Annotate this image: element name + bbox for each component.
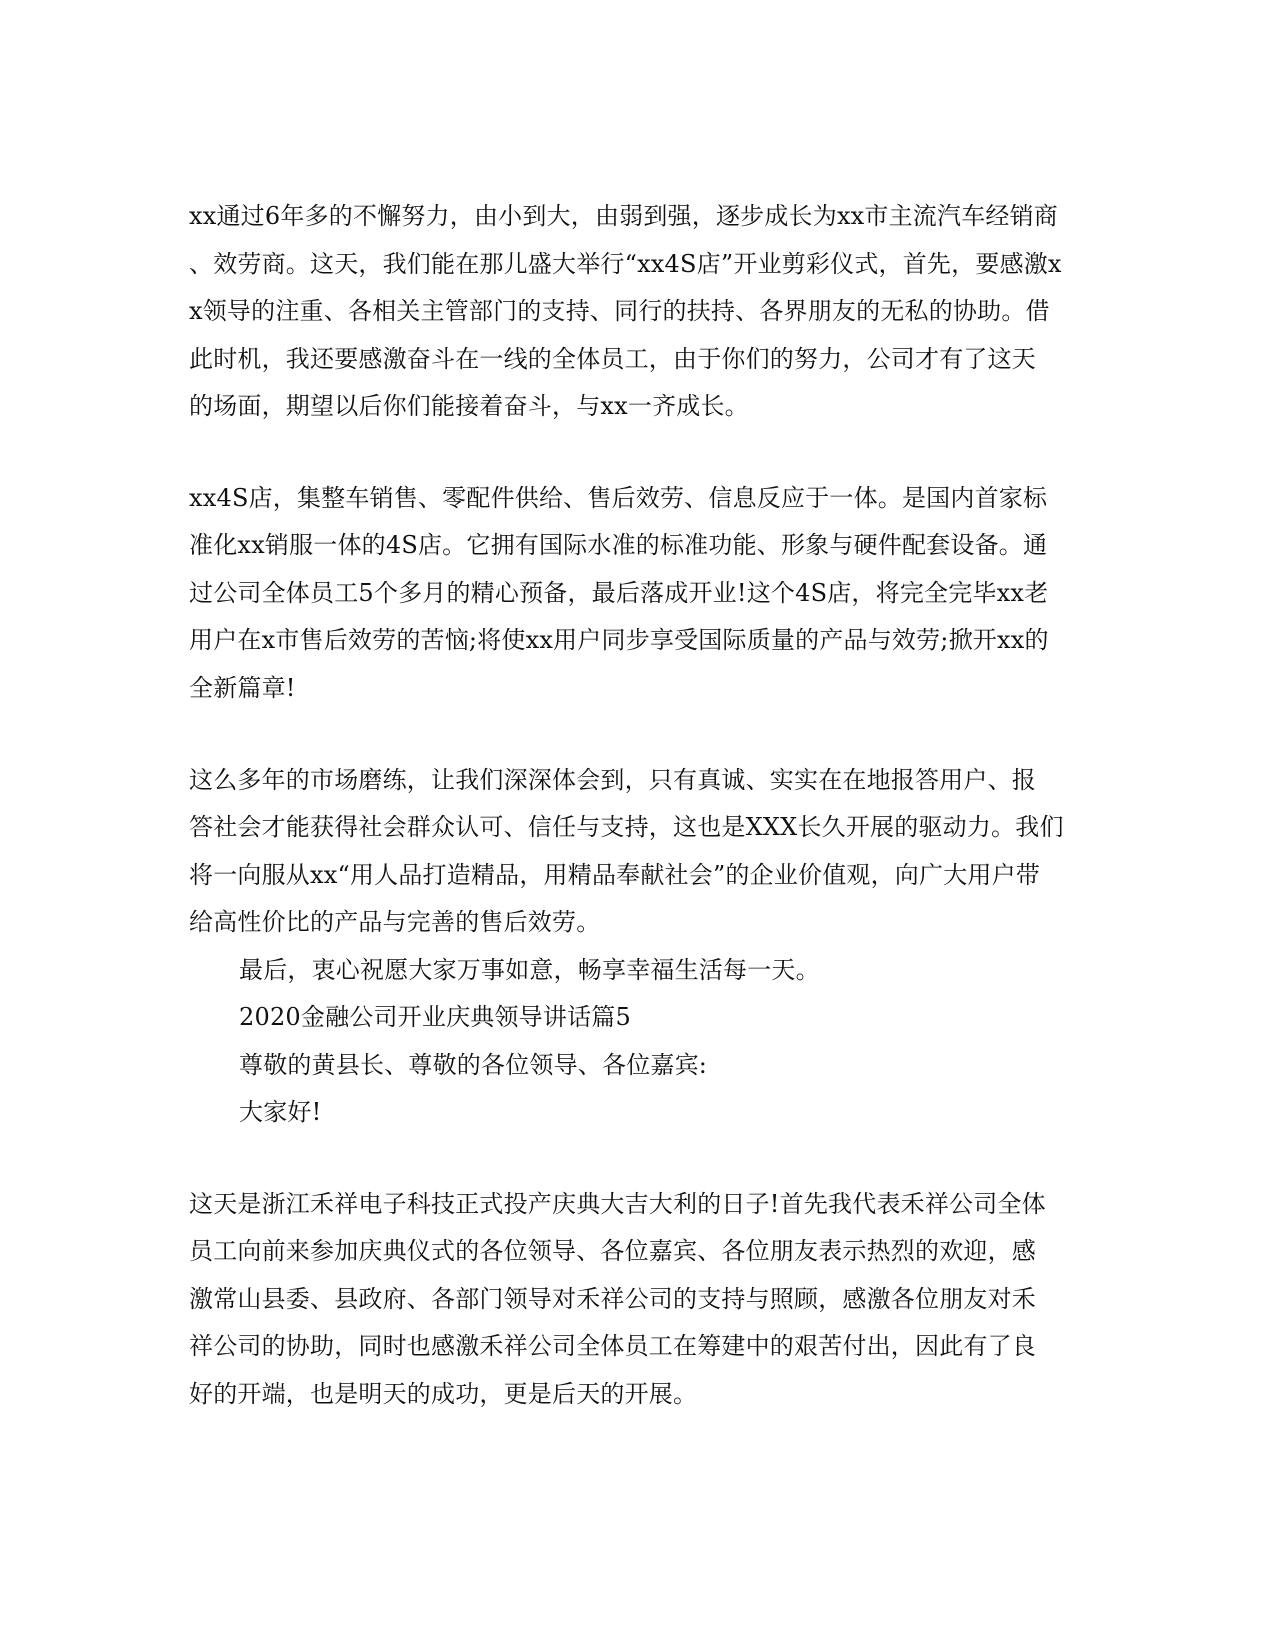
paragraph-2-line-2: 准化xx销服一体的4S店。它拥有国际水准的标准功能、形象与硬件配套设备。通 — [189, 531, 1048, 559]
paragraph-2-line-5: 全新篇章! — [189, 674, 296, 702]
paragraph-5-line-1: 这天是浙江禾祥电子科技正式投产庆典大吉大利的日子!首先我代表禾祥公司全体 — [189, 1190, 1046, 1218]
paragraph-1-line-4: 此时机，我还要感激奋斗在一线的全体员工，由于你们的努力，公司才有了这天 — [189, 345, 1036, 373]
paragraph-5-line-4: 祥公司的协助，同时也感激禾祥公司全体员工在筹建中的艰苦付出，因此有了良 — [189, 1332, 1036, 1360]
greeting: 大家好! — [239, 1098, 322, 1126]
paragraph-3-line-1: 这么多年的市场磨练，让我们深深体会到，只有真诚、实实在在地报答用户、报 — [189, 766, 1036, 794]
paragraph-2-line-1: xx4S店，集整车销售、零配件供给、售后效劳、信息反应于一体。是国内首家标 — [189, 484, 1048, 512]
paragraph-1-line-5: 的场面，期望以后你们能接着奋斗，与xx一齐成长。 — [189, 392, 749, 420]
paragraph-2-line-4: 用户在x市售后效劳的苦恼;将使xx用户同步享受国际质量的产品与效劳;掀开xx的 — [189, 626, 1049, 654]
paragraph-1-line-1: xx通过6年多的不懈努力，由小到大，由弱到强，逐步成长为xx市主流汽车经销商 — [189, 202, 1059, 230]
closing-wish: 最后，衷心祝愿大家万事如意，畅享幸福生活每一天。 — [239, 956, 820, 984]
paragraph-5-line-5: 好的开端，也是明天的成功，更是后天的开展。 — [189, 1380, 698, 1408]
paragraph-3-line-3: 将一向服从xx“用人品打造精品，用精品奉献社会”的企业价值观，向广大用户带 — [189, 861, 1041, 889]
paragraph-5-line-2: 员工向前来参加庆典仪式的各位领导、各位嘉宾、各位朋友表示热烈的欢迎，感 — [189, 1237, 1036, 1265]
paragraph-3-line-2: 答社会才能获得社会群众认可、信任与支持，这也是XXX长久开展的驱动力。我们 — [189, 813, 1064, 841]
salutation: 尊敬的黄县长、尊敬的各位领导、各位嘉宾: — [239, 1051, 708, 1079]
paragraph-2-line-3: 过公司全体员工5个多月的精心预备，最后落成开业!这个4S店，将完全完毕xx老 — [189, 579, 1049, 607]
section-heading: 2020金融公司开业庆典领导讲话篇5 — [239, 1003, 631, 1031]
paragraph-5-line-3: 激常山县委、县政府、各部门领导对禾祥公司的支持与照顾，感激各位朋友对禾 — [189, 1285, 1036, 1313]
paragraph-3-line-4: 给高性价比的产品与完善的售后效劳。 — [189, 908, 601, 936]
paragraph-1-line-2: 、效劳商。这天，我们能在那儿盛大举行“xx4S店”开业剪彩仪式，首先，要感激x — [189, 250, 1062, 278]
paragraph-1-line-3: x领导的注重、各相关主管部门的支持、同行的扶持、各界朋友的无私的协助。借 — [189, 297, 1050, 325]
